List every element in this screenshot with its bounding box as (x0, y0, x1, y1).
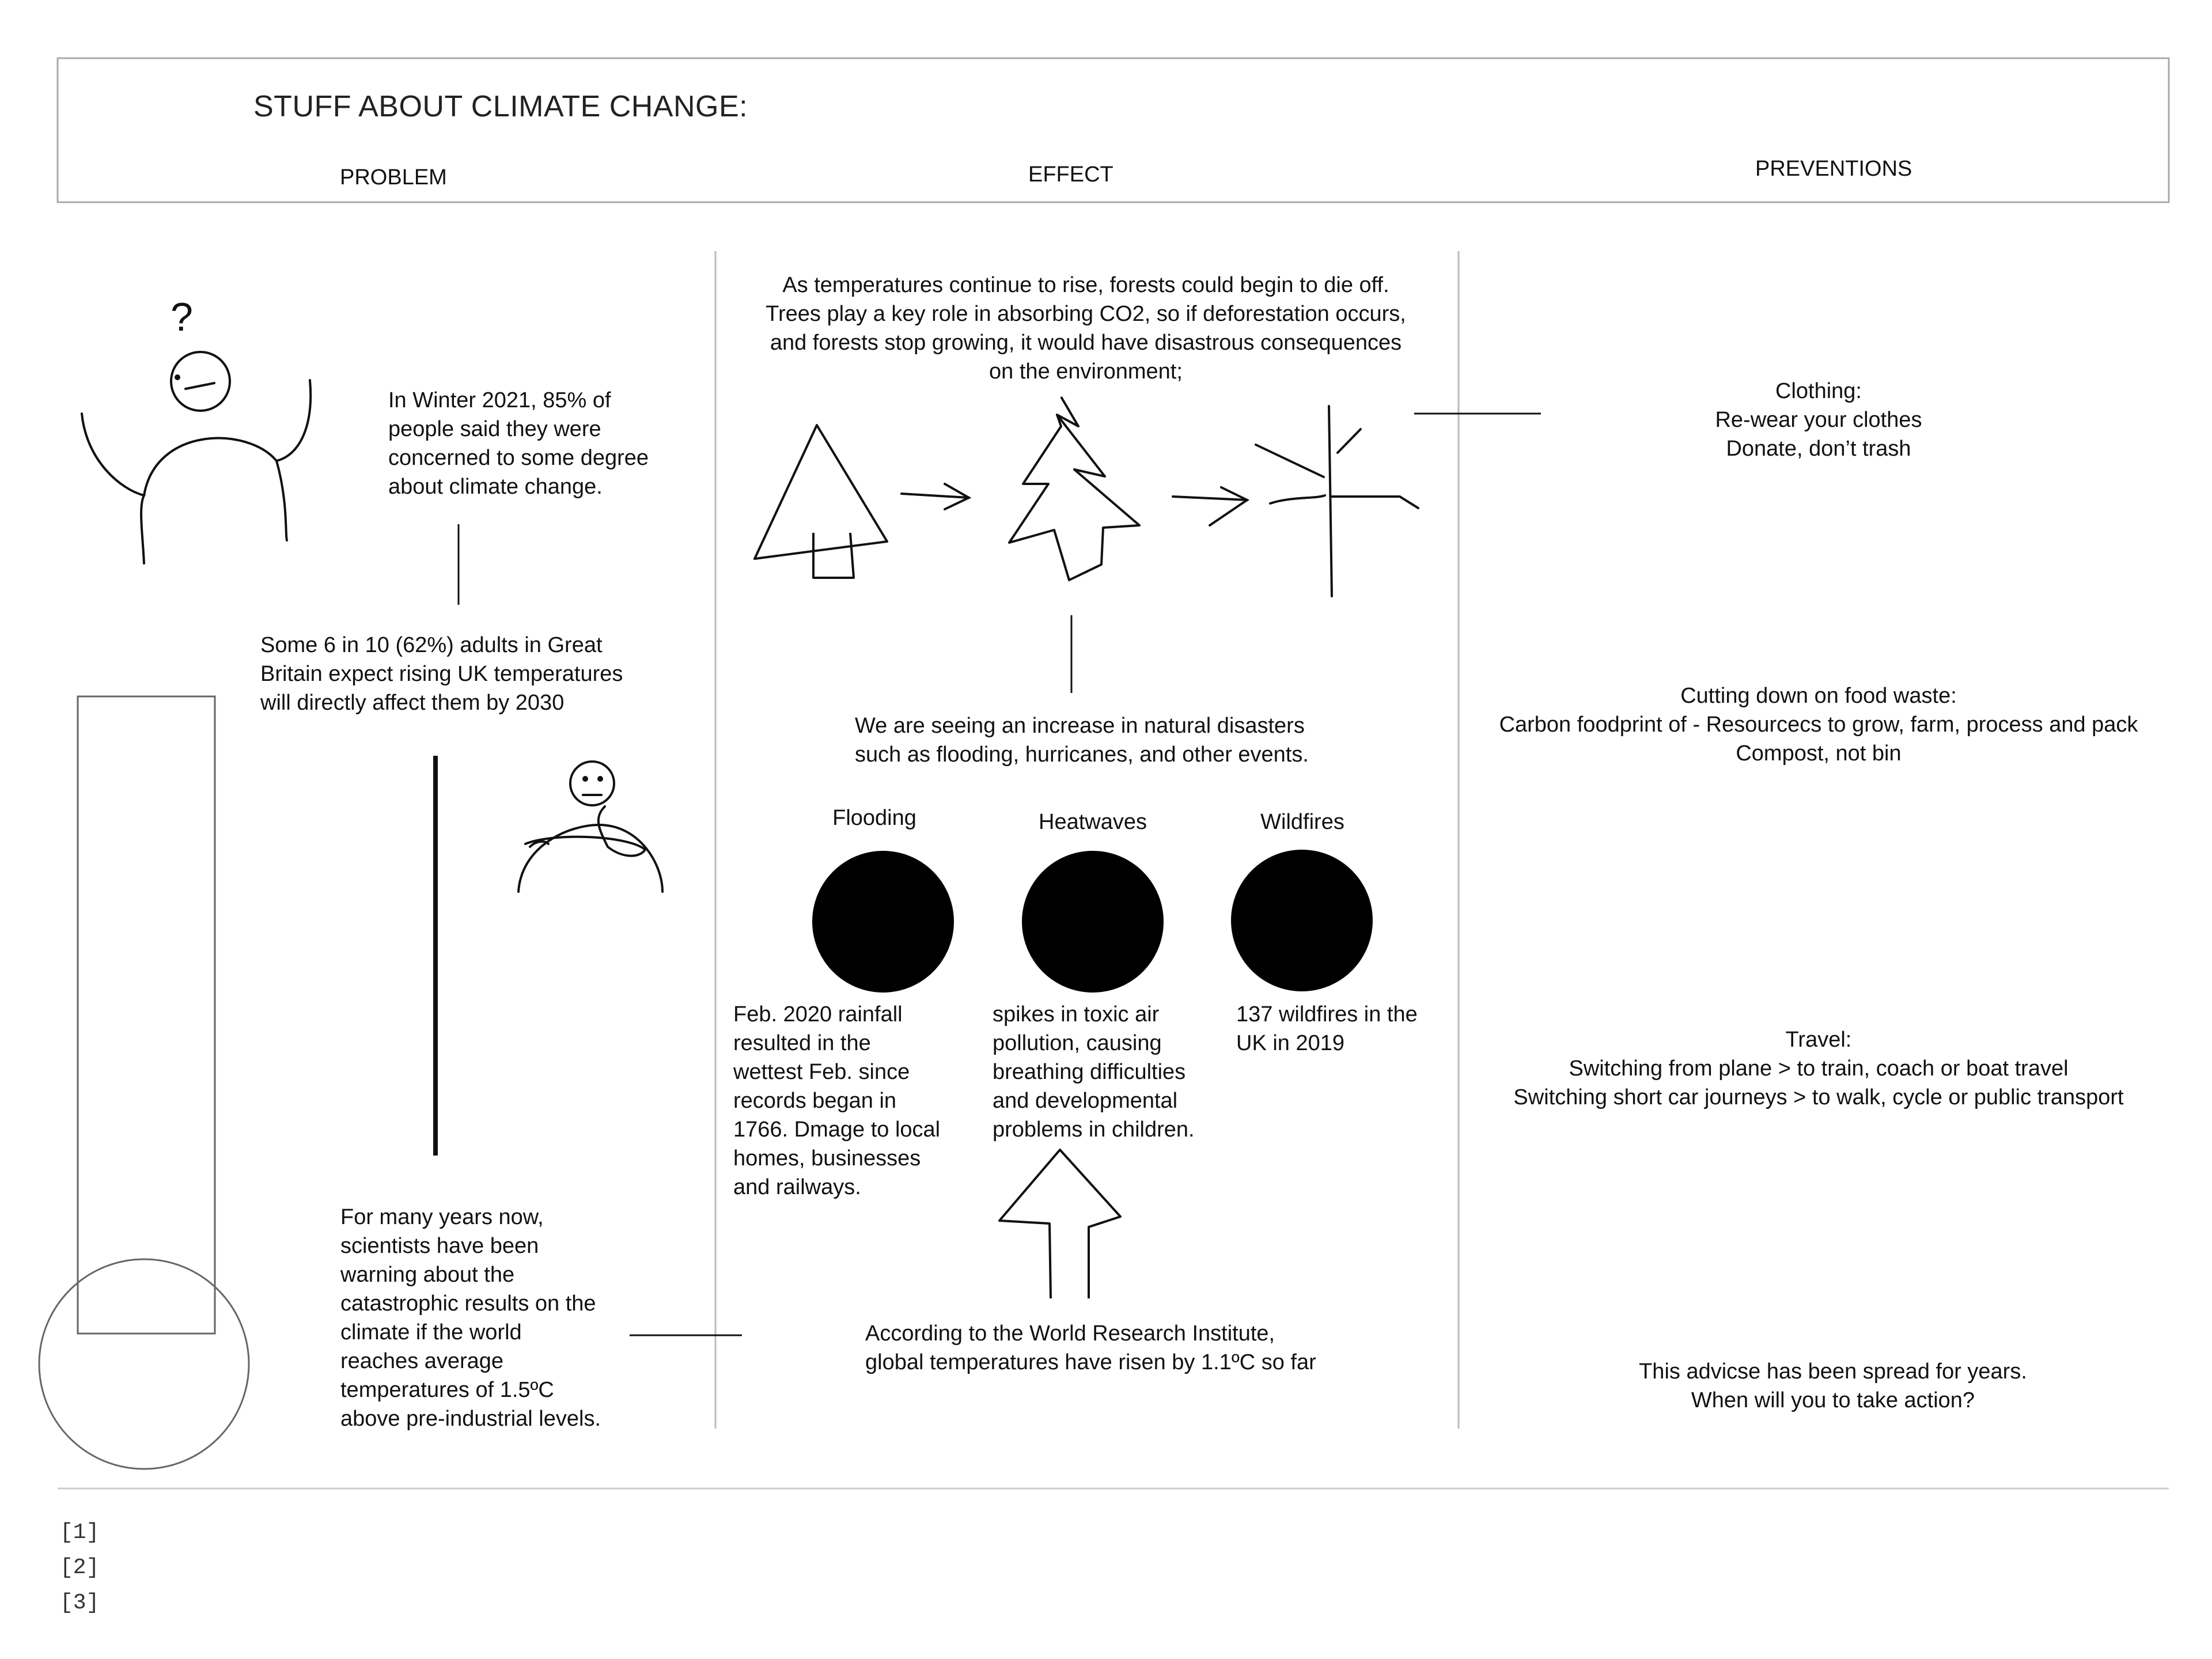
wildfires-detail: 137 wildfires in the UK in 2019 (1236, 1002, 1418, 1055)
arrow-right-1-icon (902, 484, 969, 509)
heatwaves-dot (1022, 851, 1164, 993)
disasters-text: We are seeing an increase in natural disasters such as flooding, hurricanes, and other events. (855, 714, 1309, 767)
wildfires-label: Wildfires (1260, 810, 1344, 834)
column-header-preventions: PREVENTIONS (1755, 157, 1912, 181)
flooding-dot (812, 851, 954, 993)
reference-2: [2] (60, 1555, 100, 1580)
arrow-right-2-icon (1173, 487, 1247, 525)
column-header-effect: EFFECT (1028, 162, 1113, 187)
heatwaves-label: Heatwaves (1039, 810, 1147, 834)
food-waste-text: Cutting down on food waste: Carbon foodprint of - Resourcecs to grow, farm, process and pack Compost, not bin (1499, 684, 2138, 766)
heatwaves-detail: spikes in toxic air pollution, causing breathing difficulties and developmental problems in children. (993, 1002, 1195, 1142)
tree-healthy-icon (755, 425, 887, 578)
wildfires-dot (1231, 850, 1373, 991)
closing-question-text: This advicse has been spread for years. When will you to take action? (1639, 1359, 2027, 1412)
survey-2021-text: In Winter 2021, 85% of people said they were concerned to some degree about climate change. (388, 388, 649, 499)
scientists-warning-text: For many years now, scientists have been warning about the catastrophic results on the climate if the world reaches average temperatures of 1.5ºC above pre-industrial levels. (340, 1205, 601, 1431)
question-mark: ? (171, 294, 193, 339)
tree-dying-icon (1009, 397, 1139, 580)
column-header-problem: PROBLEM (340, 165, 447, 190)
confused-person-icon (82, 352, 310, 563)
page-title: STUFF ABOUT CLIMATE CHANGE: (253, 90, 748, 123)
travel-text: Travel: Switching from plane > to train, coach or boat travel Switching short car journeys > to walk, cycle or public transport (1513, 1028, 2124, 1109)
wri-text: According to the World Research Institute, global temperatures have risen by 1.1ºC so far (865, 1321, 1316, 1374)
thermometer-bulb (39, 1259, 249, 1469)
expect-2030-text: Some 6 in 10 (62%) adults in Great Britain expect rising UK temperatures will directly affect them by 2030 (260, 633, 623, 715)
flooding-detail: Feb. 2020 rainfall resulted in the wettest Feb. since records began in 1766. Dmage to local homes, businesses and railways. (733, 1002, 941, 1199)
reference-1: [1] (60, 1520, 100, 1545)
reference-3: [3] (60, 1590, 100, 1615)
tree-dead-icon (1256, 406, 1418, 596)
forests-text: As temperatures continue to rise, forests could begin to die off. Trees play a key role in absorbing CO2, so if deforestation occurs, and forests stop growing, it would have disastrous consequences on the environment; (766, 273, 1406, 384)
flooding-label: Flooding (832, 806, 916, 830)
worried-person-icon (518, 762, 662, 892)
up-arrow-icon (999, 1150, 1120, 1298)
clothing-text: Clothing: Re-wear your clothes Donate, don’t trash (1715, 379, 1922, 461)
thermometer-tube (78, 696, 215, 1334)
